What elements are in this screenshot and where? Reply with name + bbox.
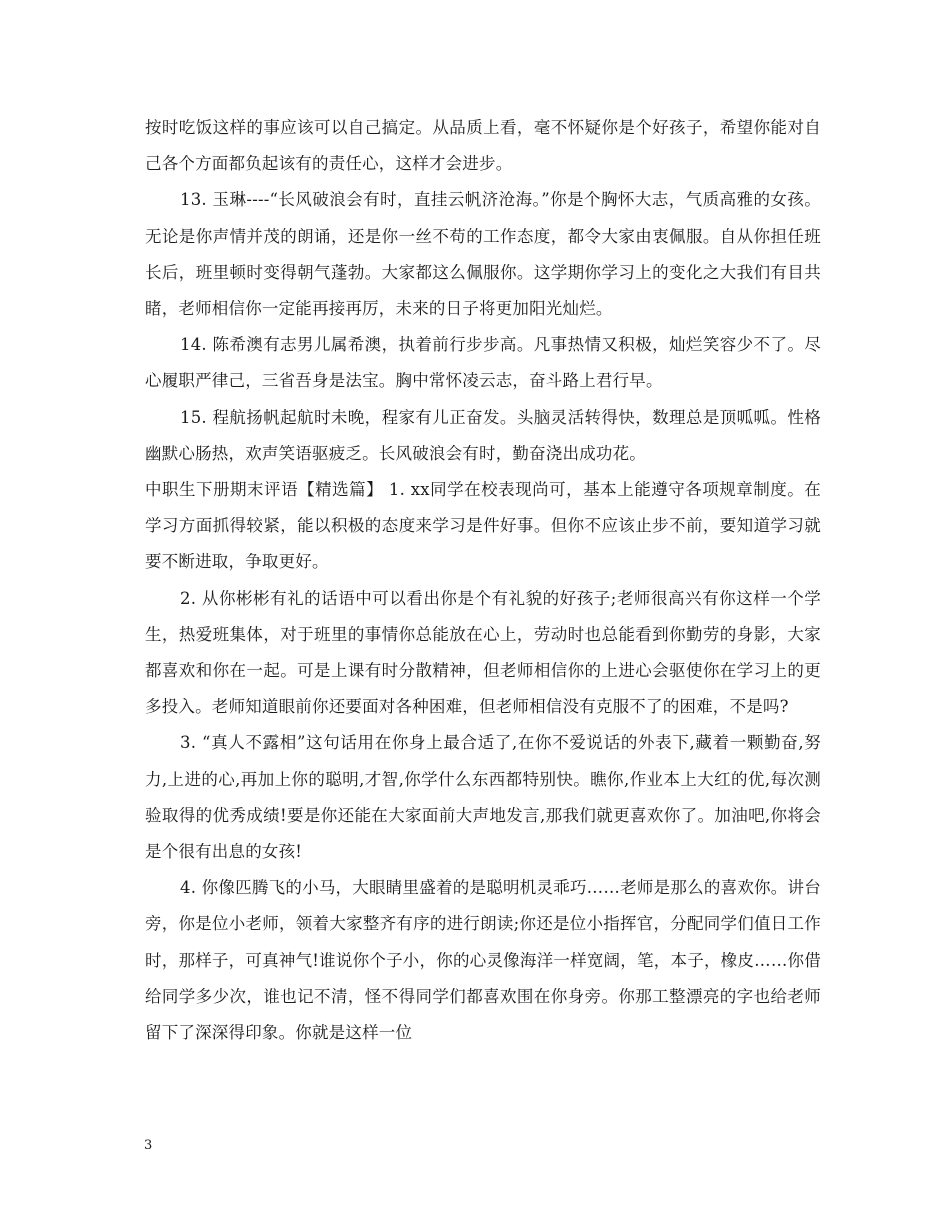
paragraph-comment-2: 2. 从你彬彬有礼的话语中可以看出你是个有礼貌的好孩子;老师很高兴有你这样一个学生，热爱班集体，对于班里的事情你总能放在心上，劳动时也总能看到你勤劳的身影，大家都喜欢和你在一起。可是上课有时分散精神，但老师相信你的上进心会驱使你在学习上的更多投入。老师知道眼前你还要面对各种困难，但老师相信没有克服不了的困难，不是吗? bbox=[145, 588, 821, 717]
paragraph-continuation: 按时吃饭这样的事应该可以自己搞定。从品质上看，毫不怀疑你是个好孩子，希望你能对自己各个方面都负起该有的责任心，这样才会进步。 bbox=[145, 118, 821, 174]
paragraph-comment-14: 14. 陈希澳有志男儿属希澳，执着前行步步高。凡事热情又积极，灿烂笑容少不了。尽心履职严律己，三省吾身是法宝。胸中常怀凌云志，奋斗路上君行早。 bbox=[145, 335, 821, 391]
paragraph-section-heading: 中职生下册期末评语【精选篇】 1. xx同学在校表现尚可，基本上能遵守各项规章制度。在学习方面抓得较紧，能以积极的态度来学习是件好事。但你不应该止步不前，要知道学习就要不断进取，争取更好。 bbox=[145, 480, 821, 572]
paragraph-comment-13: 13. 玉琳----“长风破浪会有时，直挂云帆济沧海。”你是个胸怀大志，气质高雅的女孩。无论是你声情并茂的朗诵，还是你一丝不苟的工作态度，都令大家由衷佩服。自从你担任班长后，班里顿时变得朝气蓬勃。大家都这么佩服你。这学期你学习上的变化之大我们有目共睹，老师相信你一定能再接再厉，未来的日子将更加阳光灿烂。 bbox=[145, 190, 821, 319]
page-number: 3 bbox=[144, 1138, 153, 1153]
paragraph-comment-3: 3. “真人不露相”这句话用在你身上最合适了,在你不爱说话的外表下,藏着一颗勤奋,努力,上进的心,再加上你的聪明,才智,你学什么东西都特别快。瞧你,作业本上大红的优,每次测验取得的优秀成绩!要是你还能在大家面前大声地发言,那我们就更喜欢你了。加油吧,你将会是个很有出息的女孩! bbox=[145, 733, 821, 862]
paragraph-comment-15: 15. 程航扬帆起航时未晚，程家有儿正奋发。头脑灵活转得快，数理总是顶呱呱。性格幽默心肠热，欢声笑语驱疲乏。长风破浪会有时，勤奋浇出成功花。 bbox=[145, 407, 821, 463]
document-body bbox=[145, 110, 821, 1051]
paragraph-comment-4: 4. 你像匹腾飞的小马，大眼睛里盛着的是聪明机灵乖巧……老师是那么的喜欢你。讲台旁，你是位小老师，领着大家整齐有序的进行朗读;你还是位小指挥官，分配同学们值日工作时，那样子，可真神气!谁说你个子小，你的心灵像海洋一样宽阔，笔，本子，橡皮……你借给同学多少次，谁也记不清，怪不得同学们都喜欢围在你身旁。你那工整漂亮的字也给老师留下了深深得印象。你就是这样一位 bbox=[145, 878, 821, 1043]
